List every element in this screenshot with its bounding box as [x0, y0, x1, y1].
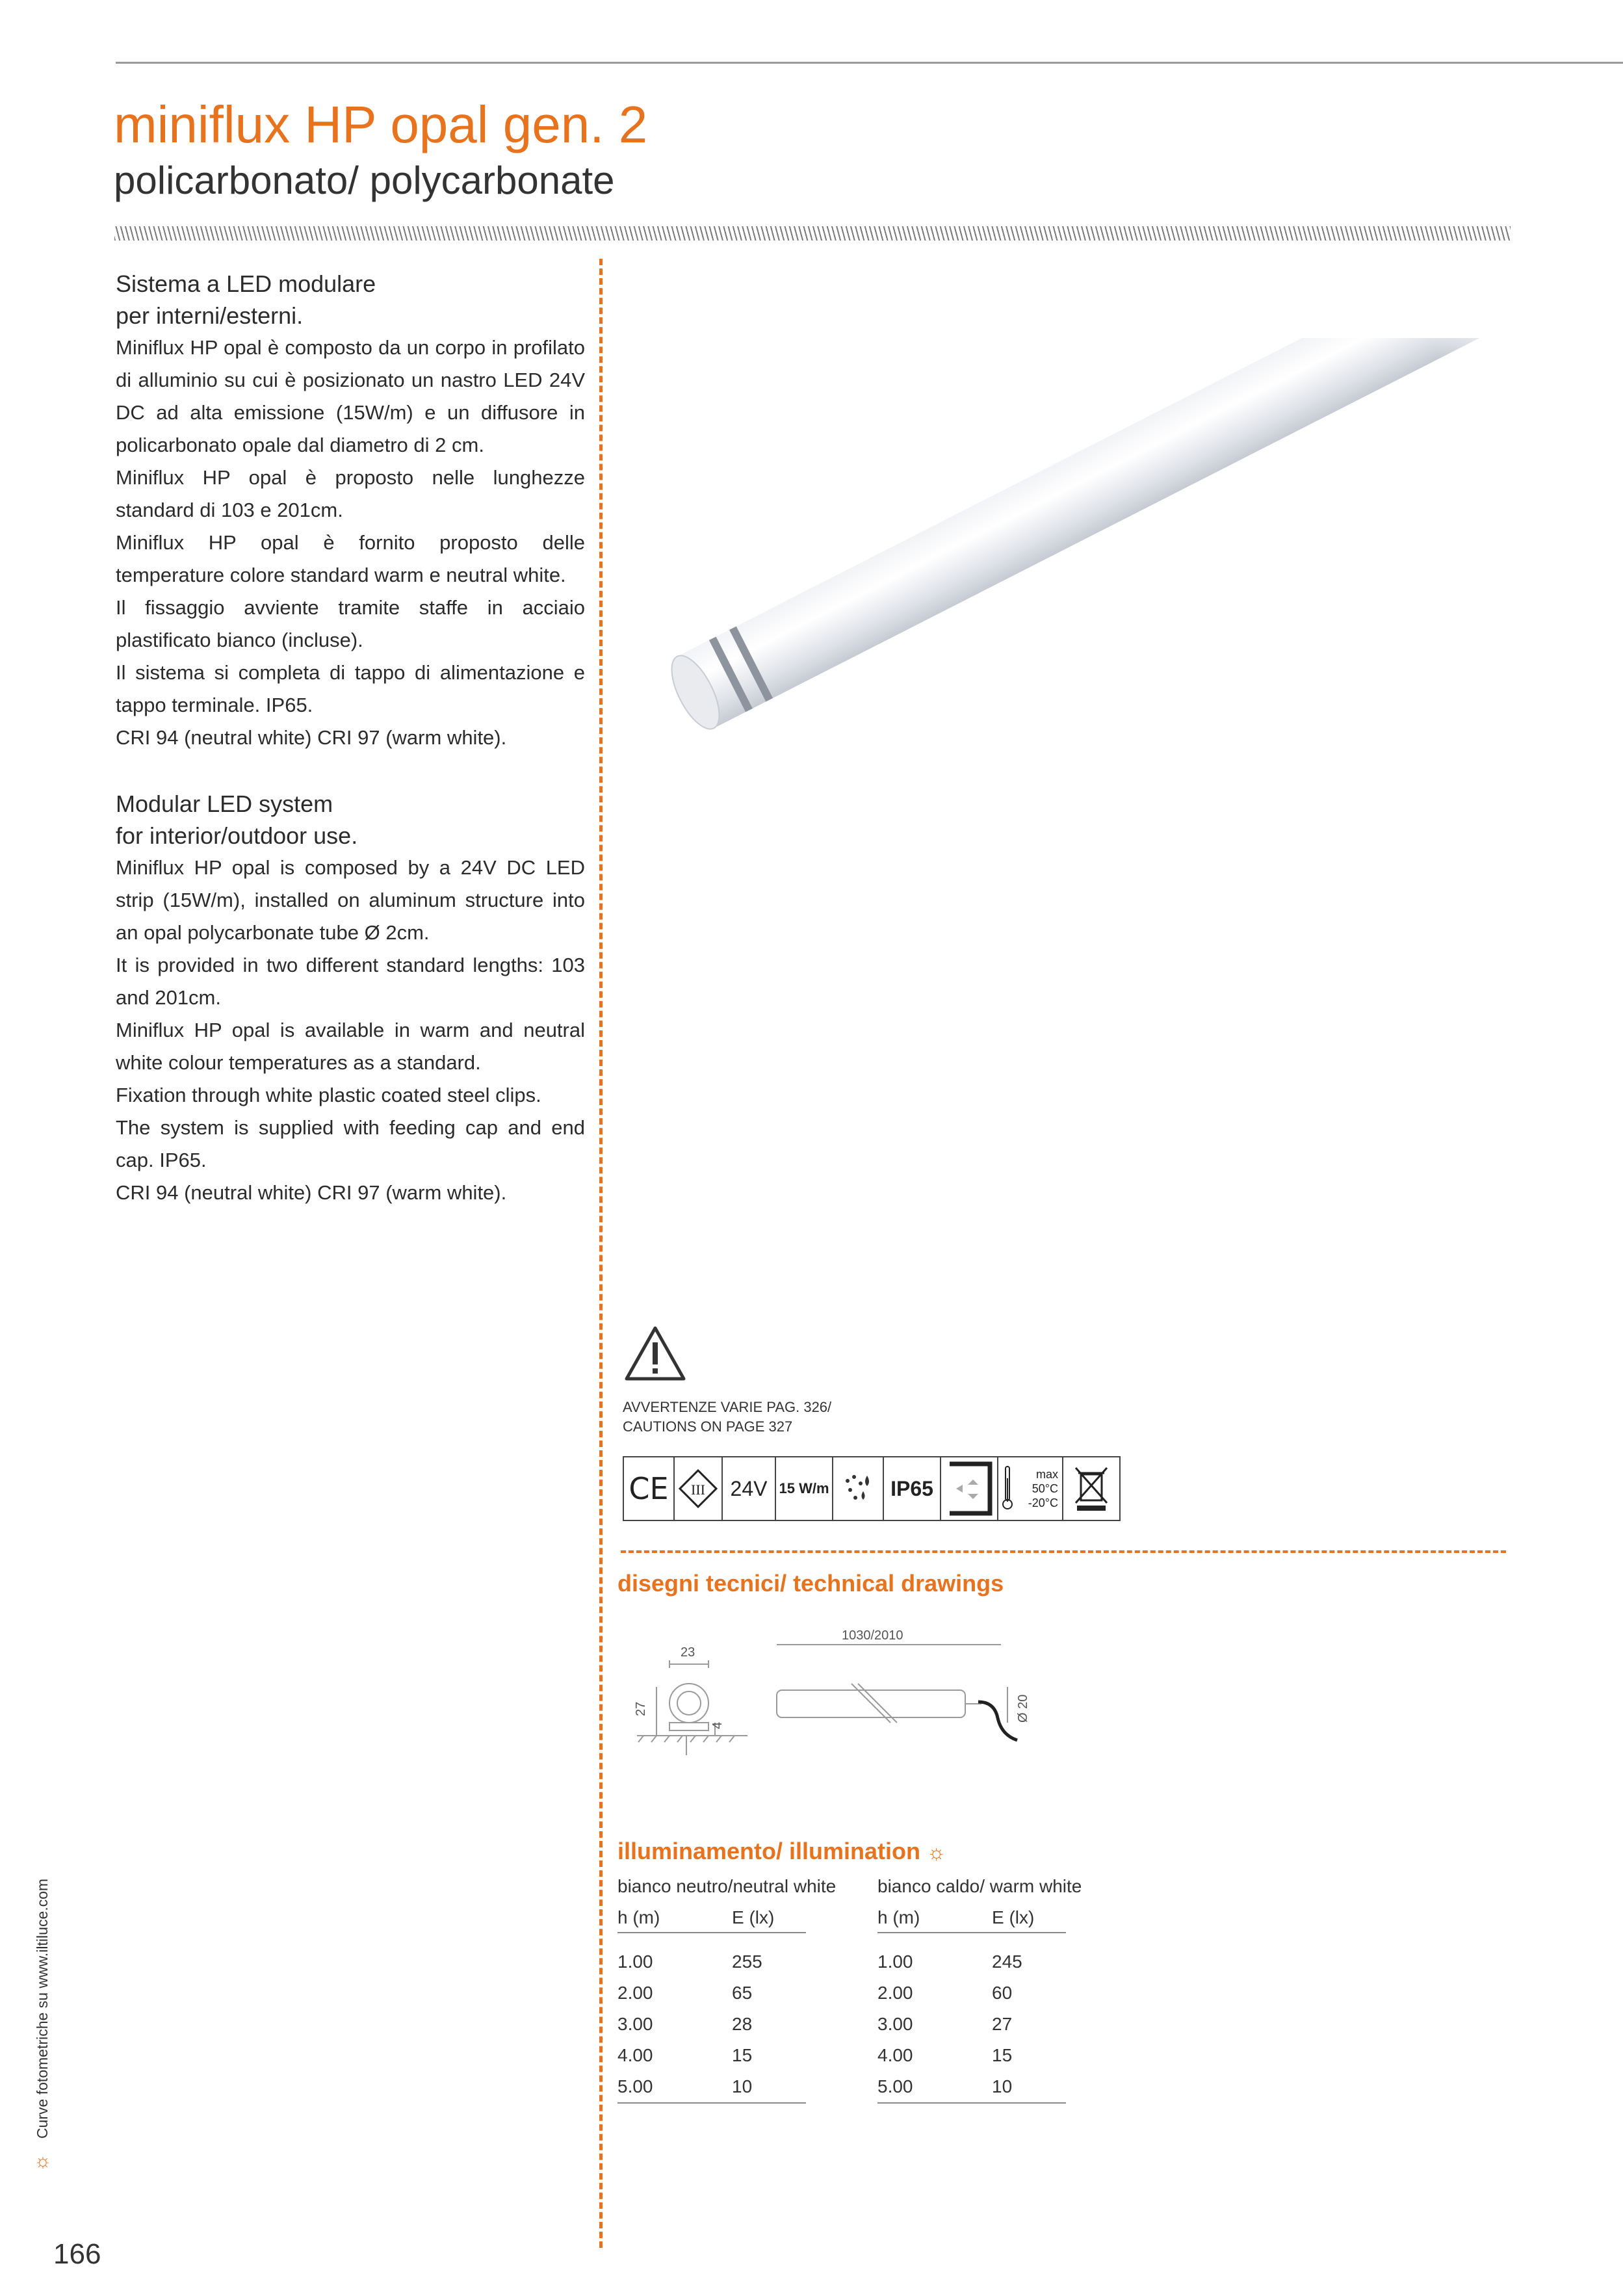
- weee-bin-icon: [1063, 1457, 1119, 1520]
- table-row: 5.00 10: [877, 2076, 1013, 2096]
- paragraph: Il fissaggio avviente tramite staffe in acciaio plastificato bianco (incluse).: [116, 596, 585, 651]
- thermometer-icon: [1002, 1465, 1013, 1511]
- table-row: 3.00 27: [877, 2014, 1013, 2034]
- table-row: 2.00 65: [617, 1983, 753, 2003]
- class-iii-icon: [675, 1457, 723, 1520]
- power-label: 15 W/m: [776, 1457, 833, 1520]
- hatch-divider: [114, 226, 1511, 241]
- svg-text:1030/2010: 1030/2010: [842, 1628, 903, 1643]
- svg-text:Ø 20: Ø 20: [1016, 1694, 1030, 1723]
- table-header: h (m) E (lx): [877, 1907, 1035, 1927]
- illumination-table-warm: [877, 1877, 1082, 2104]
- temperature-range: max 50°C -20°C: [998, 1457, 1063, 1520]
- table-row: 3.00 28: [617, 2014, 753, 2034]
- certification-strip: [623, 1456, 1121, 1521]
- horizontal-dashed-divider: [621, 1550, 1506, 1553]
- page-title: miniflux HP opal gen. 2: [114, 96, 648, 153]
- page-subtitle: policarbonato/ polycarbonate: [114, 159, 615, 202]
- table-row: 1.00 255: [617, 1951, 762, 1972]
- paragraph: Fixation through white plastic coated steel clips.: [116, 1084, 541, 1106]
- photometric-curves-note: Curve fotometriche su www.iltiluce.com: [34, 1878, 51, 2139]
- table-row: 5.00 10: [617, 2076, 753, 2096]
- product-image: [650, 338, 1514, 793]
- english-heading: Modular LED system for interior/outdoor use.: [116, 790, 358, 849]
- tube-body: [677, 338, 1501, 728]
- sun-icon: ☼: [34, 2150, 52, 2172]
- svg-text:23: 23: [681, 1645, 695, 1660]
- svg-text:4: 4: [710, 1721, 725, 1729]
- drawings-title: disegni tecnici/ technical drawings: [617, 1570, 1004, 1597]
- ce-mark-icon: CE: [624, 1457, 675, 1520]
- paragraph: Miniflux HP opal is composed by a 24V DC LED strip (15W/m), installed on aluminum structure into an opal polycarbonate tube Ø 2cm.: [116, 856, 585, 944]
- paragraph: Miniflux HP opal è fornito proposto delle temperature colore standard warm e neutral white.: [116, 531, 585, 586]
- table-row: 2.00 60: [877, 1983, 1013, 2003]
- voltage-label: 24V: [723, 1457, 776, 1520]
- svg-text:27: 27: [634, 1701, 648, 1716]
- illumination-title: illuminamento/ illumination ☼: [617, 1838, 946, 1864]
- table-row: 4.00 15: [617, 2045, 753, 2065]
- paragraph: It is provided in two different standard lengths: 103 and 201cm.: [116, 954, 585, 1009]
- ip-rating: IP65: [884, 1457, 941, 1520]
- vertical-dashed-divider: [599, 259, 603, 2248]
- table-row: 4.00 15: [877, 2045, 1013, 2065]
- paragraph: Miniflux HP opal è proposto nelle lunghezze standard di 103 e 201cm.: [116, 466, 585, 521]
- mounting-surface-icon: [941, 1457, 998, 1520]
- top-rule: [116, 62, 1623, 64]
- paragraph: The system is supplied with feeding cap and end cap. IP65.: [116, 1116, 585, 1171]
- page-number: 166: [53, 2238, 101, 2270]
- english-description: [116, 788, 585, 1209]
- warning-triangle-icon: [624, 1324, 686, 1383]
- italian-description: [116, 268, 585, 754]
- paragraph: CRI 94 (neutral white) CRI 97 (warm white).: [116, 1181, 507, 1204]
- paragraph: Miniflux HP opal è composto da un corpo in profilato di alluminio su cui è posizionato un nastro LED 24V DC ad alta emissione (15W/m) e un diffusore in policarbonato opale dal diametro di 2 cm.: [116, 336, 585, 456]
- table-label: bianco caldo/ warm white: [877, 1876, 1082, 1896]
- svg-text:III: III: [691, 1481, 705, 1498]
- paragraph: CRI 94 (neutral white) CRI 97 (warm white).: [116, 726, 507, 749]
- technical-drawing: [617, 1625, 1072, 1791]
- paragraph: Miniflux HP opal is available in warm and neutral white colour temperatures as a standard.: [116, 1019, 585, 1074]
- table-row: 1.00 245: [877, 1951, 1022, 1972]
- table-header: h (m) E (lx): [617, 1907, 775, 1927]
- illumination-table-neutral: [617, 1877, 836, 2104]
- cautions-note: AVVERTENZE VARIE PAG. 326/ CAUTIONS ON PAGE 327: [623, 1399, 832, 1435]
- paragraph: Il sistema si completa di tappo di alimentazione e tappo terminale. IP65.: [116, 661, 585, 716]
- table-label: bianco neutro/neutral white: [617, 1876, 837, 1896]
- sun-icon: ☼: [927, 1840, 946, 1864]
- dust-water-icon: [833, 1457, 884, 1520]
- italian-heading: Sistema a LED modulare per interni/esterni.: [116, 270, 376, 329]
